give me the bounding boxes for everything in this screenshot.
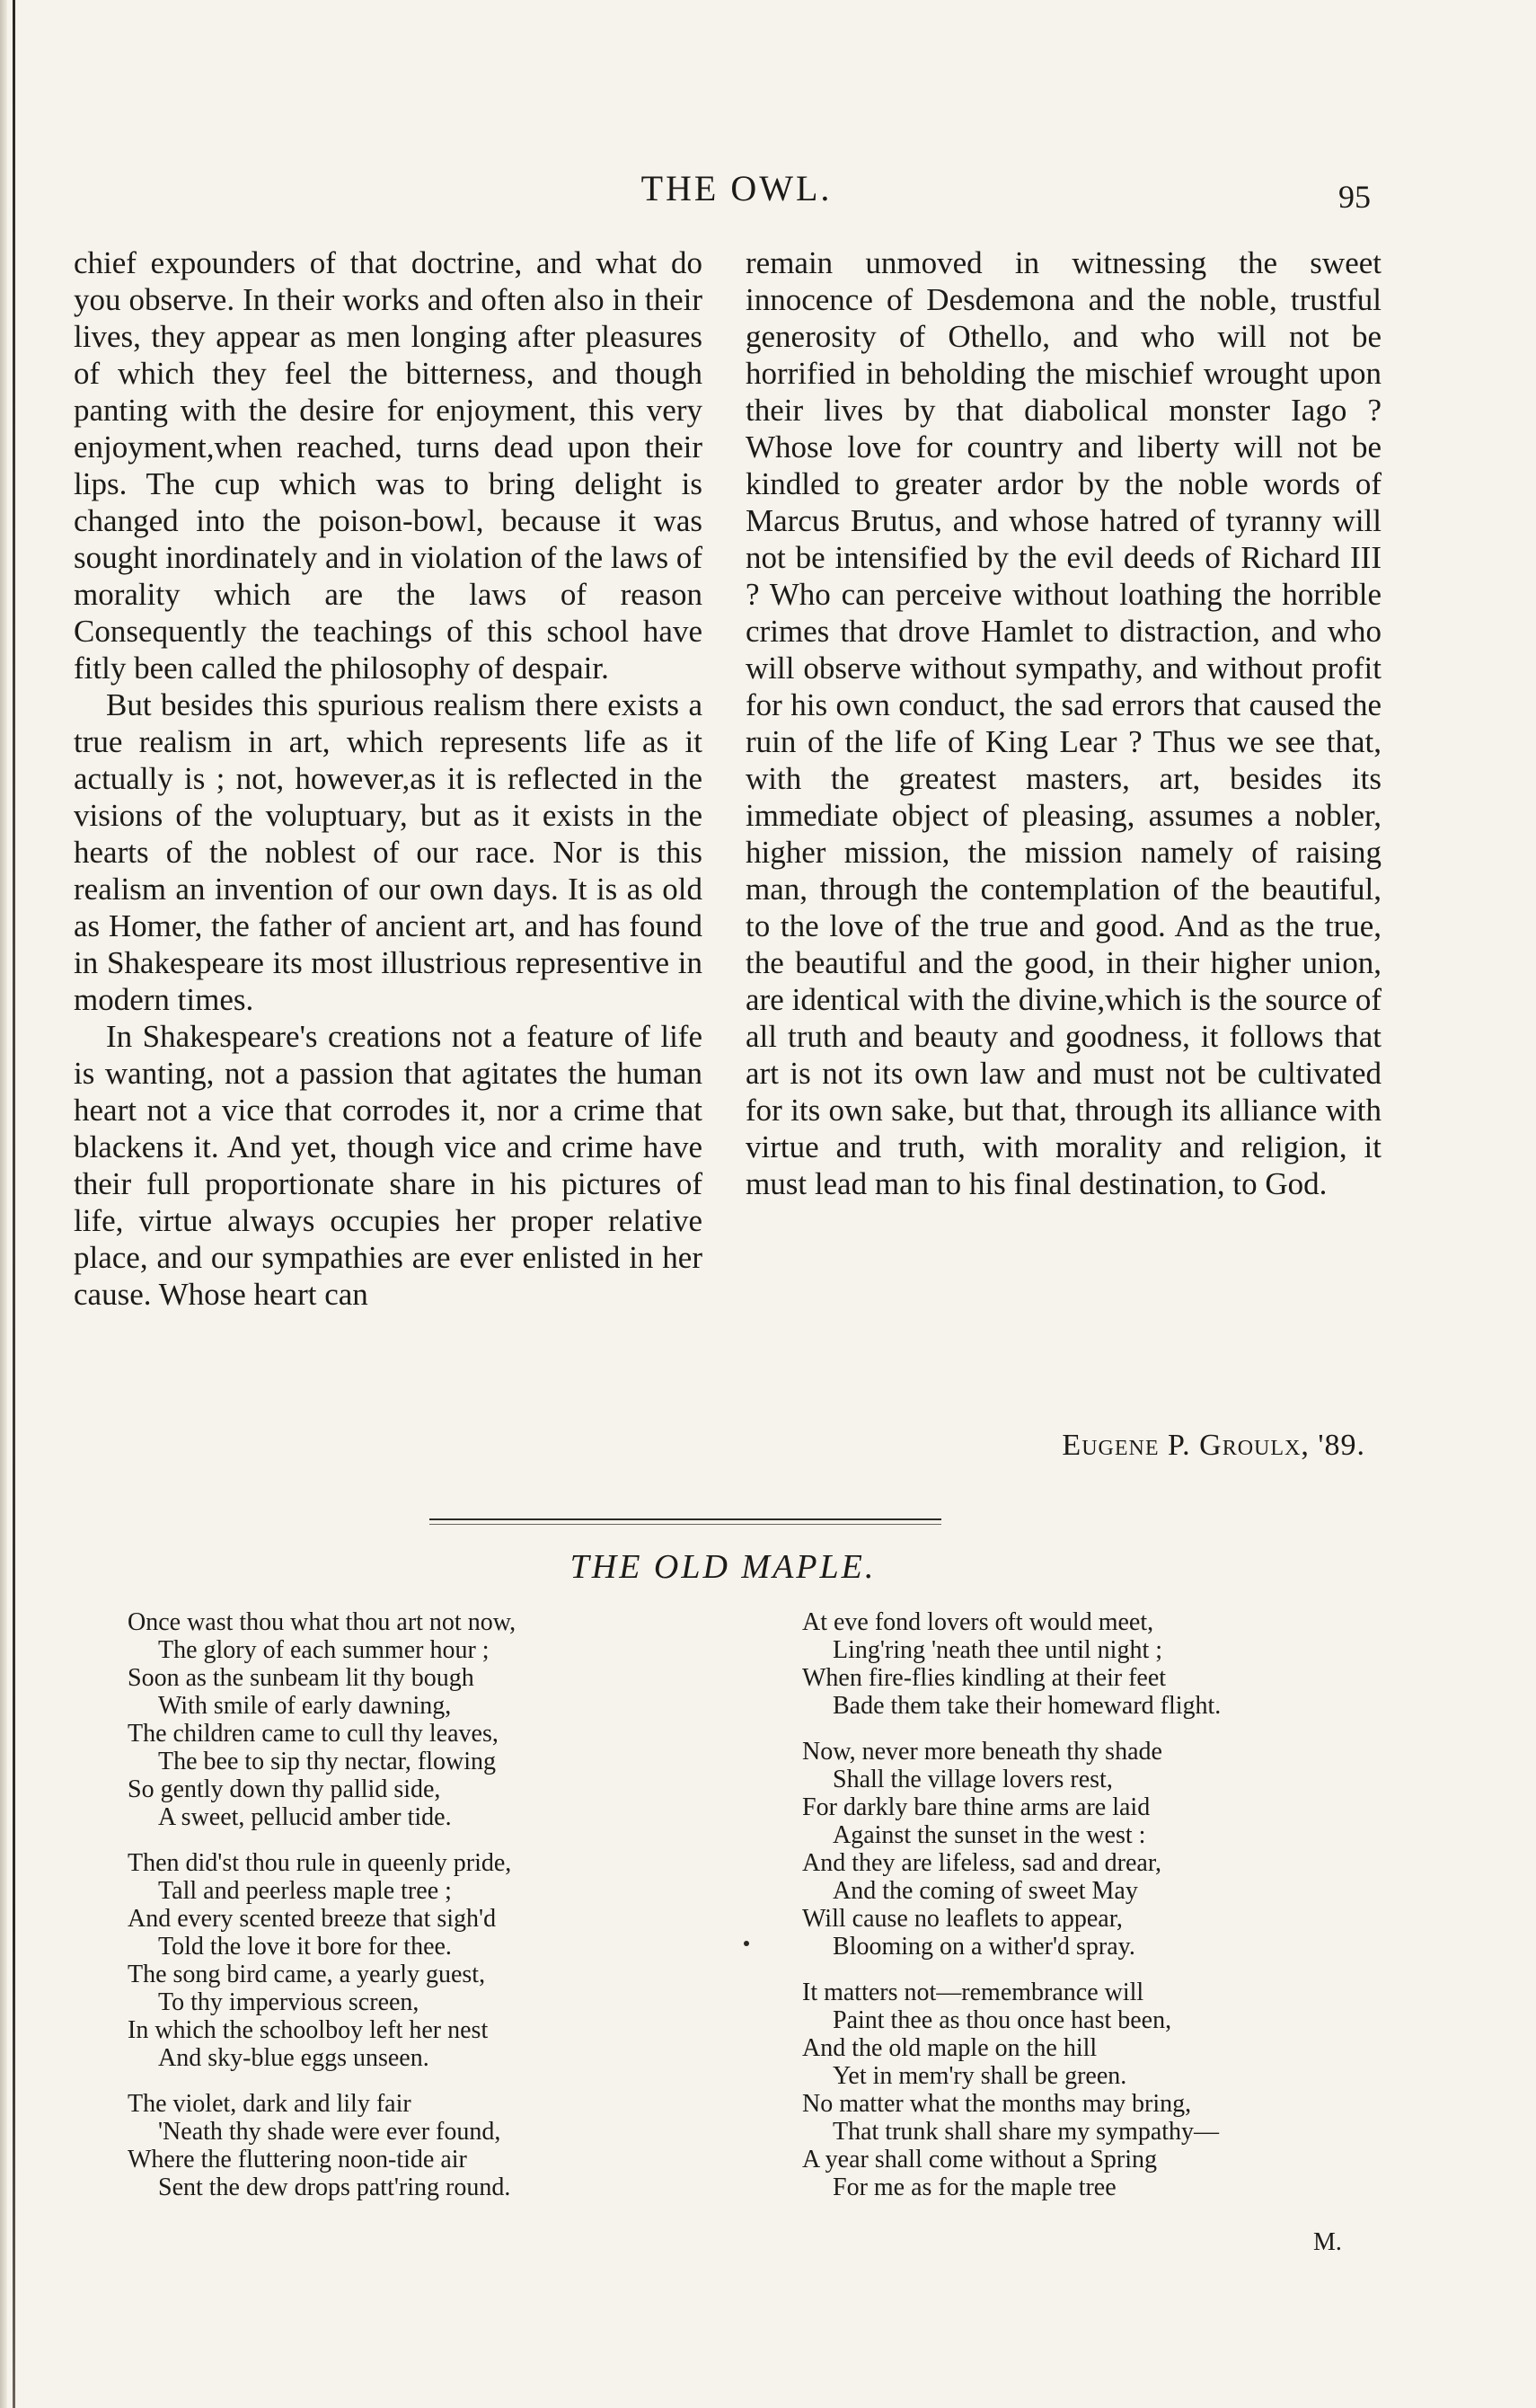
- poem-line: That trunk shall share my sympathy—: [833, 2118, 1220, 2146]
- article-left-column: [74, 244, 702, 1313]
- poem-line: Yet in mem'ry shall be green.: [833, 2062, 1127, 2090]
- poem-line: It matters not—remembrance will: [802, 1979, 1144, 2006]
- poem-line: Where the fluttering noon-tide air: [128, 2146, 467, 2173]
- poem-left-column: [128, 1608, 684, 2219]
- poem-stanza: [802, 1979, 1359, 2201]
- article-paragraph: remain unmoved in witnessing the sweet innocence of Desdemona and the noble, trustful generosity of Othello, and who will not be horrified in beholding the mischief wrought upon their lives by that diabolical monster Iago ? Whose love for country and liberty will not be kindled to greater ardor by the noble words of Marcus Brutus, and whose hatred of tyranny will not be intensified by the evil deeds of Richard III ? Who can perceive without loathing the horrible crimes that drove Hamlet to distraction, and who will observe without sympathy, and without profit for his own conduct, the sad errors that caused the ruin of the life of King Lear ? Thus we see that, with the greatest masters, art, besides its immediate object of pleasing, assumes a nobler, higher mission, the mission namely of raising man, through the contemplation of the beautiful, to the love of the true and good. And as the true, the beautiful and the good, in their higher union, are identical with the divine,which is the source of all truth and beauty and goodness, it follows that art is not its own law and must not be cultivated for its own sake, but that, through its alliance with virtue and truth, with morality and religion, it must lead man to his final destination, to God.: [746, 245, 1382, 1201]
- poem-line: Told the love it bore for thee.: [158, 1933, 452, 1961]
- poem-line: Bade them take their homeward flight.: [833, 1692, 1222, 1720]
- poem-line: For darkly bare thine arms are laid: [802, 1793, 1151, 1821]
- page-number: 95: [1338, 179, 1371, 215]
- poem-line: Ling'ring 'neath thee until night ;: [833, 1636, 1163, 1664]
- poem-right-column: [802, 1608, 1359, 2219]
- article-signature: Eugene P. Groulx, '89.: [1062, 1429, 1365, 1462]
- poem-line: A year shall come without a Spring: [802, 2146, 1158, 2173]
- poem-author-initial: M.: [1313, 2228, 1342, 2256]
- poem-line: With smile of early dawning,: [158, 1692, 452, 1720]
- article-paragraph: In Shakespeare's creations not a feature of life is wanting, not a passion that agitates the human heart not a vice that corrodes it, nor a crime that blackens it. And yet, though vice and crime have their full proportionate share in his pictures of life, virtue always occupies her proper relative place, and our sympathies are ever enlisted in her cause. Whose heart can: [74, 1019, 702, 1312]
- poem-stanza: [802, 1608, 1359, 1720]
- poem-line: Sent the dew drops patt'ring round.: [158, 2173, 511, 2201]
- article-paragraph: chief expounders of that doctrine, and what do you observe. In their works and often also in their lives, they appear as men longing after pleasures of which they feel the bitterness, and though panting with the desire for enjoyment, this very enjoyment,when reached, turns dead upon their lips. The cup which was to bring delight is changed into the poison-bowl, because it was sought inordinately and in violation of the laws of morality which are the laws of reason Consequently the teachings of this school have fitly been called the philosophy of despair.: [74, 245, 702, 686]
- poem-line: Paint thee as thou once hast been,: [833, 2006, 1172, 2034]
- poem-line: Now, never more beneath thy shade: [802, 1738, 1162, 1766]
- stray-dot: [744, 1941, 749, 1946]
- poem-line: For me as for the maple tree: [833, 2173, 1117, 2201]
- poem-line: Then did'st thou rule in queenly pride,: [128, 1849, 512, 1877]
- poem-line: And the coming of sweet May: [833, 1877, 1138, 1905]
- poem-line: The children came to cull thy leaves,: [128, 1720, 499, 1748]
- poem-line: Blooming on a wither'd spray.: [833, 1933, 1135, 1961]
- poem-title: THE OLD MAPLE.: [569, 1548, 877, 1586]
- article-right-column: [746, 244, 1382, 1202]
- poem-stanza: [128, 2090, 684, 2201]
- poem-line: The bee to sip thy nectar, flowing: [158, 1748, 496, 1775]
- journal-title: THE OWL.: [640, 168, 833, 208]
- poem-line: Will cause no leaflets to appear,: [802, 1905, 1123, 1933]
- poem-stanza: [802, 1738, 1359, 1961]
- section-divider: [429, 1518, 941, 1520]
- poem-line: So gently down thy pallid side,: [128, 1775, 441, 1803]
- poem-line: Tall and peerless maple tree ;: [158, 1877, 452, 1905]
- poem-stanza: [128, 1608, 684, 1831]
- poem-line: 'Neath thy shade were ever found,: [158, 2118, 501, 2146]
- poem-line: And every scented breeze that sigh'd: [128, 1905, 497, 1933]
- running-head: [0, 167, 1536, 215]
- poem-line: Once wast thou what thou art not now,: [128, 1608, 516, 1636]
- poem-line: The violet, dark and lily fair: [128, 2090, 411, 2118]
- poem-line: The glory of each summer hour ;: [158, 1636, 490, 1664]
- poem-line: And they are lifeless, sad and drear,: [802, 1849, 1162, 1877]
- article-paragraph: But besides this spurious realism there exists a true realism in art, which represents life as it actually is ; not, however,as it is reflected in the visions of the voluptuary, but as it exists in the hearts of the noblest of our race. Nor is this realism an invention of our own days. It is as old as Homer, the father of ancient art, and has found in Shakespeare its most illustrious representive in modern times.: [74, 687, 702, 1017]
- poem-line: A sweet, pellucid amber tide.: [158, 1803, 452, 1831]
- poem-line: And sky-blue eggs unseen.: [158, 2044, 429, 2072]
- poem-line: Against the sunset in the west :: [833, 1821, 1146, 1849]
- poem-stanza: [128, 1849, 684, 2072]
- section-divider-thin: [429, 1524, 941, 1525]
- poem-line: At eve fond lovers oft would meet,: [802, 1608, 1154, 1636]
- poem-line: The song bird came, a yearly guest,: [128, 1961, 486, 1988]
- poem-line: No matter what the months may bring,: [802, 2090, 1192, 2118]
- poem-line: To thy impervious screen,: [158, 1988, 419, 2016]
- poem-line: Soon as the sunbeam lit thy bough: [128, 1664, 474, 1692]
- poem-line: When fire-flies kindling at their feet: [802, 1664, 1167, 1692]
- binding-edge-line: [13, 0, 15, 2408]
- poem-line: Shall the village lovers rest,: [833, 1766, 1113, 1793]
- poem-line: And the old maple on the hill: [802, 2034, 1098, 2062]
- poem-line: In which the schoolboy left her nest: [128, 2016, 489, 2044]
- page-edge-shadow: [0, 0, 7, 2408]
